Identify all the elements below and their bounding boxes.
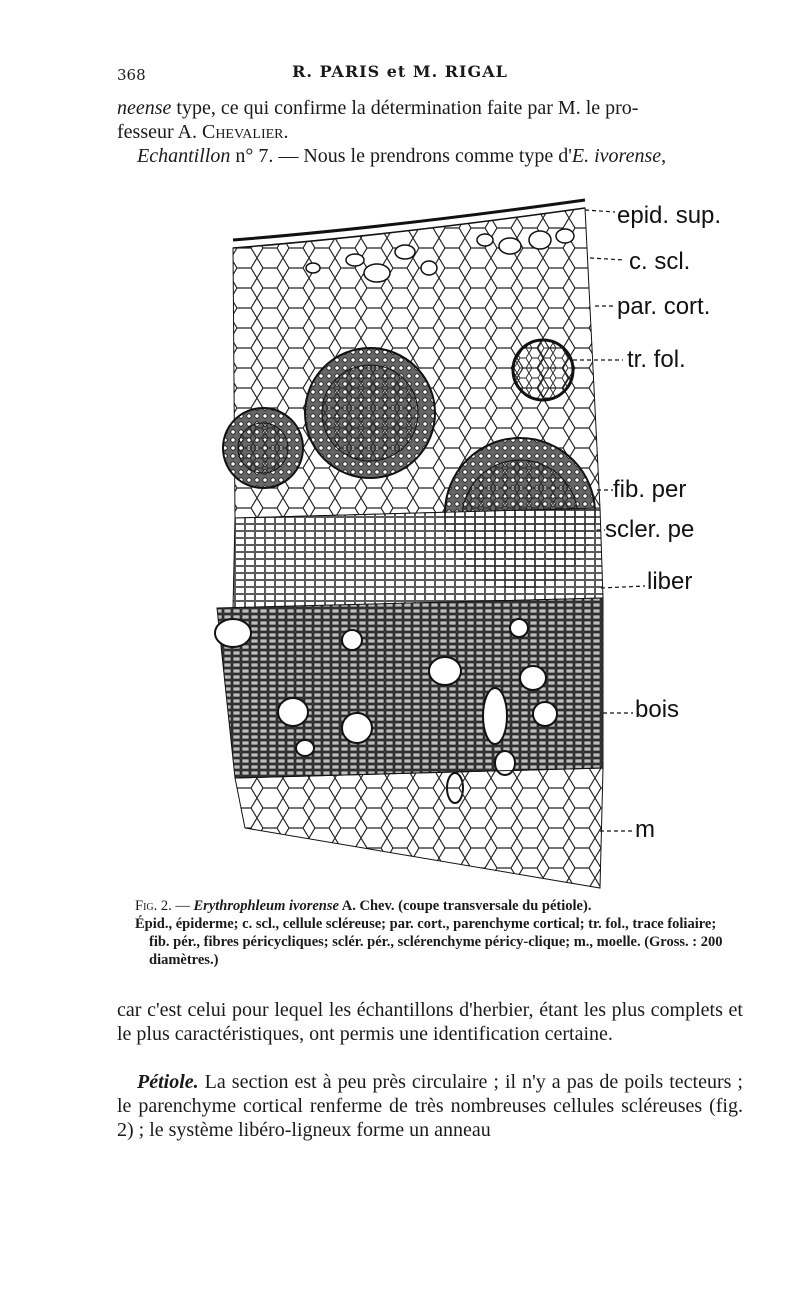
figure-petiole-section bbox=[205, 188, 745, 893]
label-fibper: fib. per bbox=[613, 476, 687, 503]
section-heading: Pétiole. bbox=[137, 1071, 199, 1093]
caption-legend: Épid., épiderme; c. scl., cellule scléreuse; par. cort., parenchyme cortical; tr. fol., trace foliaire; fib. pér., fibres péricycliques; sclér. pér., sclérenchyme péricy-clique; m., moelle. (Gross. : 200 diamètres.) bbox=[135, 916, 723, 968]
label-epid: epid. sup. bbox=[617, 202, 722, 229]
caption-fig-number: Fig. 2. — bbox=[135, 898, 194, 914]
text-fragment: Echantillon bbox=[137, 145, 231, 167]
paragraph-text: car c'est celui pour lequel les échantillons d'herbier, étant les plus complets et le plus caractéristiques, ont permis une identification certaine. bbox=[117, 999, 743, 1045]
label-m: m bbox=[635, 816, 655, 843]
text-fragment: fesseur A. bbox=[117, 121, 202, 143]
bottom-paragraph-1 bbox=[117, 998, 743, 1046]
top-paragraph bbox=[117, 96, 743, 168]
text-fragment: . bbox=[283, 121, 289, 143]
label-bois: bois bbox=[635, 696, 680, 723]
page-number: 368 bbox=[117, 66, 146, 84]
figure-caption bbox=[135, 897, 735, 969]
caption-text: A. Chev. (coupe transversale du pétiole). bbox=[338, 898, 592, 914]
text-fragment: type, ce qui confirme la détermination faite par M. le pro- bbox=[171, 97, 639, 119]
text-fragment: , bbox=[661, 145, 667, 167]
author-name: Chevalier bbox=[201, 121, 284, 143]
label-liber: liber bbox=[647, 568, 693, 595]
label-sclerpe: scler. pe bbox=[605, 516, 695, 543]
text-fragment: neense bbox=[117, 97, 172, 119]
bottom-paragraph-2 bbox=[117, 1070, 743, 1142]
label-cscl: c. scl. bbox=[629, 248, 691, 275]
text-fragment: E. ivorense bbox=[571, 145, 662, 167]
running-head: R. PARIS et M. RIGAL bbox=[292, 62, 508, 81]
paragraph-text: La section est à peu près circulaire ; il n'y a pas de poils tecteurs ; le parenchyme cortical renferme de très nombreuses cellules scléreuses (fig. 2) ; le système libéro-ligneux forme un anneau bbox=[117, 1071, 743, 1141]
label-trfol: tr. fol. bbox=[627, 346, 686, 373]
caption-species: Erythrophleum ivorense bbox=[193, 898, 339, 914]
text-fragment: n° 7. — Nous le prendrons comme type d' bbox=[230, 145, 572, 167]
label-parcort: par. cort. bbox=[617, 293, 711, 320]
